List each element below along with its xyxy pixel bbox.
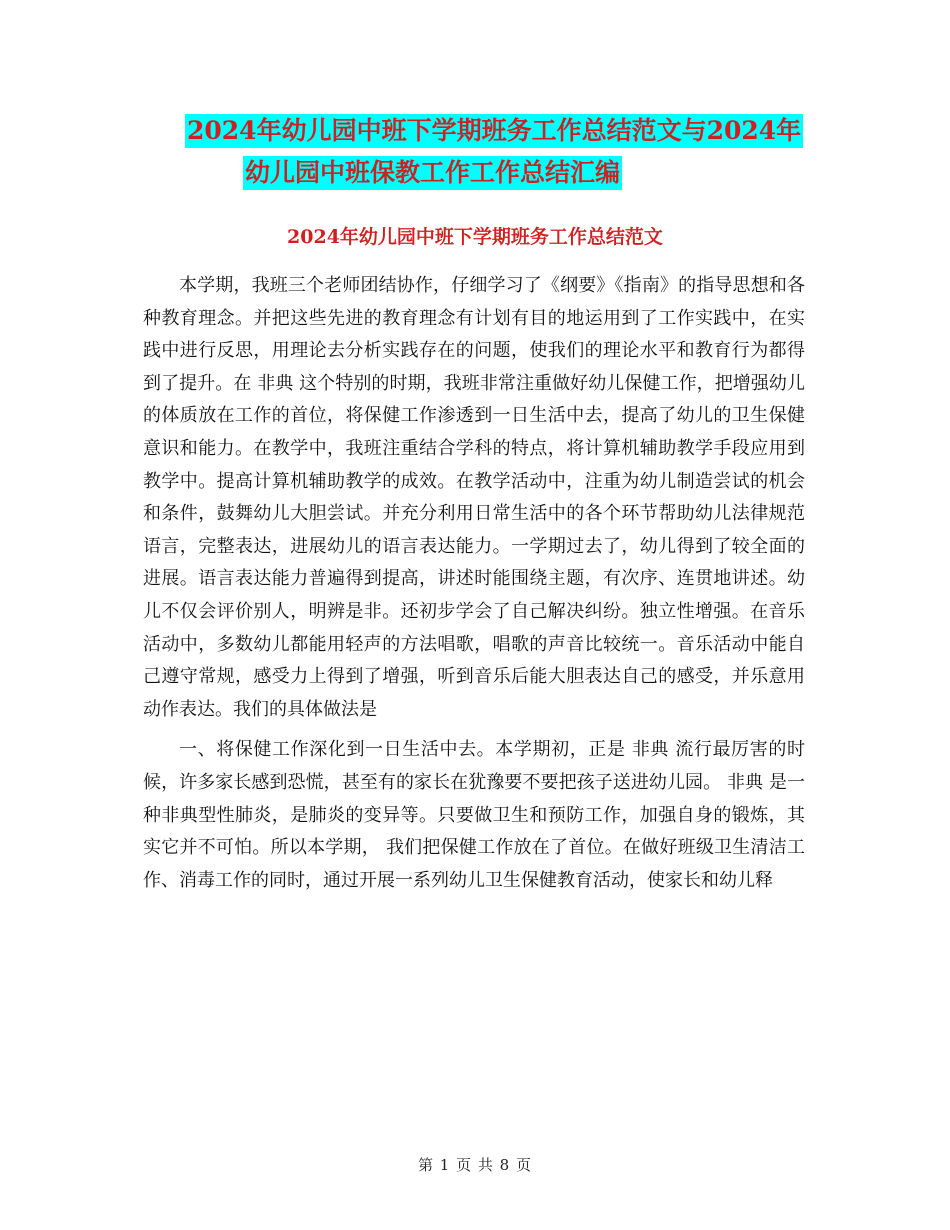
paragraph-1: 本学期，我班三个老师团结协作，仔细学习了《纲要》《指南》的指导思想和各种教育理念。并把这些先进的教育理念有计划有目的地运用到了工作实践中，在实践中进行反思，用理论去分析实践存在的问题，使我们的理论水平和教育行为都得到了提升。在 非典 这个特别的时期，我班非常注重做好幼儿保健工作，把增强幼儿的体质放在工作的首位，将保健工作渗透到一日生活中去，提高了幼儿的卫生保健意识和能力。在教学中，我班注重结合学科的特点，将计算机辅助教学手段应用到教学中。提高计算机辅助教学的成效。在教学活动中，注重为幼儿制造尝试的机会和条件，鼓舞幼儿大胆尝试。并充分利用日常生活中的各个环节帮助幼儿法律规范语言，完整表达，进展幼儿的语言表达能力。一学期过去了，幼儿得到了较全面的进展。语言表达能力普遍得到提高，讲述时能围绕主题，有次序、连贯地讲述。幼儿不仅会评价别人，明辨是非。还初步学会了自己解决纠纷。独立性增强。在音乐活动中，多数幼儿都能用轻声的方法唱歌，唱歌的声音比较统一。音乐活动中能自己遵守常规，感受力上得到了增强，听到音乐后能大胆表达自己的感受，并乐意用动作表达。我们的具体做法是 [143, 275, 805, 720]
document-title-line-1 [185, 114, 803, 148]
document-body [143, 270, 805, 905]
title-highlight-1: 2024年幼儿园中班下学期班务工作总结范文与2024年 [185, 114, 803, 148]
page-footer: 第 1 页 共 8 页 [418, 1156, 532, 1174]
title-highlight-2: 幼儿园中班保教工作工作总结汇编 [243, 156, 622, 190]
paragraph-2: 一、将保健工作深化到一日生活中去。本学期初，正是 非典 流行最厉害的时候，许多家长感到恐慌，甚至有的家长在犹豫要不要把孩子送进幼儿园。 非典 是一种非典型性肺炎，是肺炎的变异等。只要做卫生和预防工作，加强自身的锻炼，其实它并不可怕。所以本学期， 我们把保健工作放在了首位。在做好班级卫生清洁工作、消毒工作的同时，通过开展一系列幼儿卫生保健教育活动，使家长和幼儿释 [143, 739, 805, 891]
document-title-line-2 [243, 156, 622, 190]
section-title: 2024年幼儿园中班下学期班务工作总结范文 [287, 226, 663, 248]
